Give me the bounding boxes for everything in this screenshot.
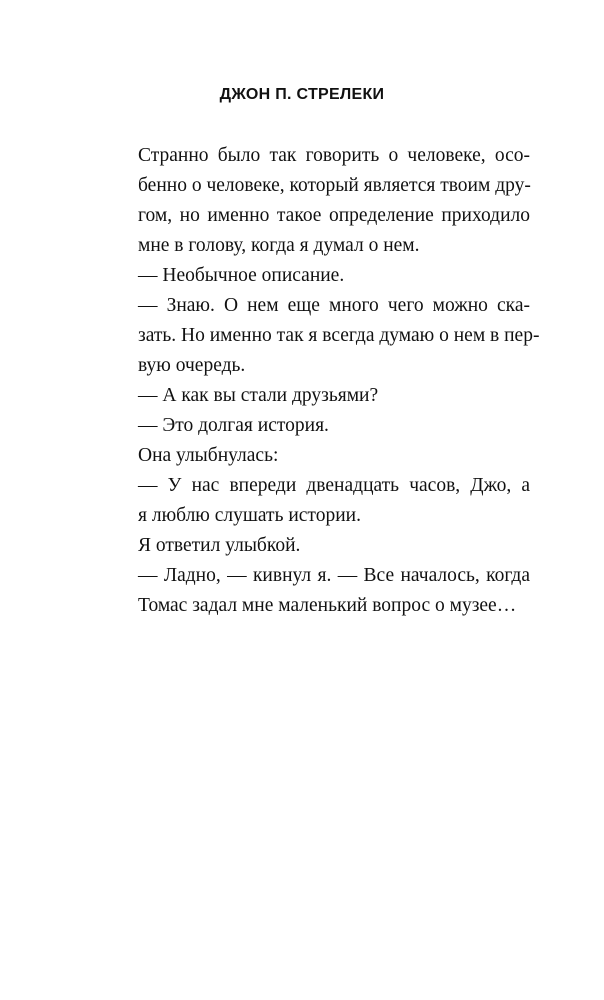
paragraph [114, 291, 540, 381]
paragraph [114, 261, 530, 291]
text-line: Я ответил улыбкой. [138, 535, 301, 556]
paragraph [114, 561, 530, 621]
paragraph [114, 381, 530, 411]
text-line: — У нас впереди двенадцать часов, Джо, а [138, 475, 530, 496]
text-line: вую очередь. [138, 355, 246, 376]
paragraph [114, 471, 530, 531]
paragraph [114, 441, 530, 471]
running-head: ДЖОН П. СТРЕЛЕКИ [219, 86, 385, 103]
text-line: я люблю слушать истории. [138, 505, 361, 526]
text-line: Томас задал мне маленький вопрос о музее… [138, 595, 517, 616]
paragraph [114, 141, 530, 261]
text-line: зать. Но именно так я всегда думаю о нем в пер- [138, 325, 540, 346]
text-line: Странно было так говорить о человеке, осо- [138, 145, 530, 166]
paragraph [114, 531, 530, 561]
text-line: — Необычное описание. [138, 265, 345, 286]
text-line: гом, но именно такое определение приходило [138, 205, 530, 226]
text-line: бенно о человеке, который является твоим дру- [138, 175, 531, 196]
text-line: — Это долгая история. [138, 415, 329, 436]
paragraph [114, 411, 530, 441]
text-line: Она улыбнулась: [138, 445, 279, 466]
text-line: — Ладно, — кивнул я. — Все началось, когда [138, 565, 530, 586]
text-line: мне в голову, когда я думал о нем. [138, 235, 420, 256]
text-line: — Знаю. О нем еще много чего можно ска- [138, 295, 530, 316]
page-text [114, 141, 540, 621]
text-line: — А как вы стали друзьями? [138, 385, 379, 406]
